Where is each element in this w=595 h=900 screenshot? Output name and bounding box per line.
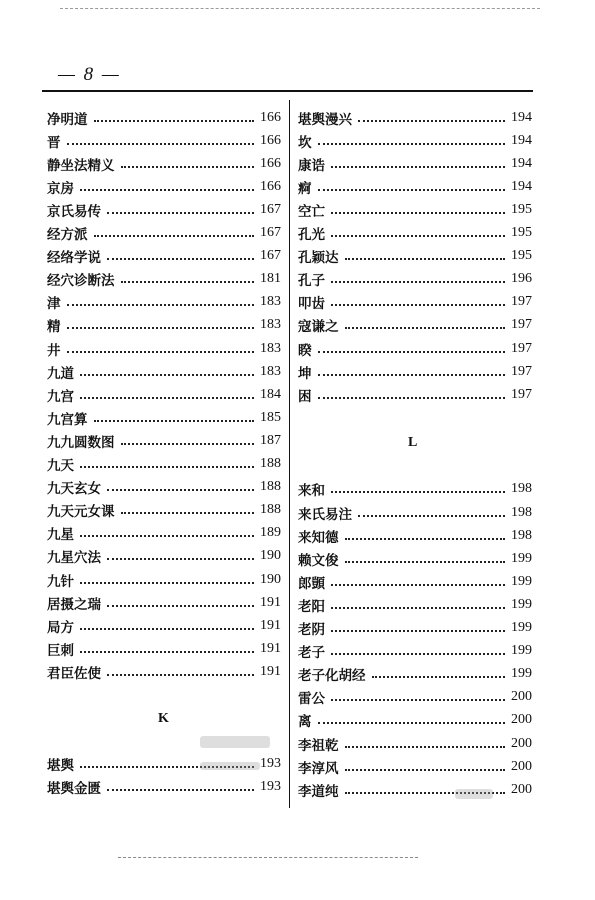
index-term: 李淳风 [298,760,339,777]
index-term: 郎顗 [298,575,325,592]
index-page-number: 195 [511,248,532,264]
index-term: 九天 [47,458,74,474]
index-term: 局方 [47,619,74,636]
index-term: 京氏易传 [47,203,101,220]
dot-leader [331,233,505,237]
index-term: 九宫 [47,388,74,405]
index-entry [298,755,532,778]
index-term: 孔颖达 [298,250,339,267]
section-letter-l: L [408,435,418,450]
index-term: 经方派 [47,227,88,243]
index-page-number: 187 [260,432,281,448]
index-entry [47,198,281,221]
index-term: 经穴诊断法 [47,273,115,290]
dot-leader [331,651,505,655]
index-term: 孔子 [298,273,325,290]
dot-leader [345,744,506,748]
index-term: 净明道 [47,111,88,128]
dot-leader [107,210,254,214]
index-term: 睽 [298,342,312,359]
dot-leader [331,582,505,586]
dot-leader [358,513,505,517]
dot-leader [80,395,254,399]
index-page-number: 166 [260,109,281,125]
index-page-number: 199 [511,573,532,589]
column-divider [289,100,290,808]
index-term: 叩齿 [298,296,325,313]
index-term: 老子 [298,645,325,662]
dot-leader [121,510,255,514]
index-entry [298,478,532,501]
index-term: 九星穴法 [47,550,101,567]
index-entry [47,222,281,245]
dot-leader [331,279,505,283]
index-entry [298,222,532,245]
dot-leader [67,302,255,306]
index-page-number: 193 [260,779,281,795]
index-entry [47,476,281,499]
index-entry [47,614,281,637]
dot-leader [345,536,506,540]
dot-leader [331,628,505,632]
dot-leader [121,279,255,283]
index-page-number: 166 [260,178,281,194]
index-entry [298,198,532,221]
scan-smudge [200,762,260,770]
index-entry [298,314,532,337]
index-page-number: 188 [260,479,281,495]
index-entry [47,660,281,683]
dot-leader [94,418,255,422]
index-entry [47,175,281,198]
index-term: 九星 [47,527,74,544]
index-entry [47,268,281,291]
index-term: 九天玄女 [47,481,101,498]
index-entry [298,152,532,175]
index-entry [47,429,281,452]
index-term: 空亡 [298,203,325,220]
index-page-number: 190 [260,571,281,587]
index-page-number: 197 [511,317,532,333]
dot-leader [318,372,506,376]
index-term: 雷公 [298,691,325,708]
index-term: 困 [298,388,312,405]
scan-smudge [455,789,493,799]
section-letter-k: K [158,711,169,726]
dot-leader [80,649,254,653]
index-entry [298,709,532,732]
index-entry [298,129,532,152]
dot-leader [358,118,505,122]
index-page-number: 167 [260,225,281,240]
dot-leader [318,187,506,191]
index-term: 九宫算 [47,411,88,428]
index-entry [298,640,532,663]
index-entry [298,268,532,291]
dot-leader [331,605,505,609]
index-page-number: 185 [260,409,281,425]
dot-leader [345,559,506,563]
index-term: 君臣佐使 [47,665,101,682]
index-term: 坤 [298,365,312,382]
index-entry [298,360,532,383]
index-page-number: 181 [260,271,281,287]
dot-leader [67,141,255,145]
index-term: 离 [298,714,312,731]
index-entry [47,360,281,383]
index-page-number: 195 [511,201,532,217]
index-entry [47,152,281,175]
index-page-number: 197 [511,386,532,402]
dot-leader [331,489,505,493]
dot-leader [318,720,506,724]
dot-leader [121,441,255,445]
index-term: 晋 [47,134,61,151]
index-entry [298,524,532,547]
dot-leader [372,674,506,678]
index-term: 堪舆漫兴 [298,111,352,128]
index-entry [298,383,532,406]
index-page-number: 200 [511,735,532,751]
index-entry [47,453,281,476]
index-term: 堪舆 [47,758,74,775]
index-term: 精 [47,319,61,336]
index-page-number: 191 [260,663,281,679]
index-page-number: 189 [260,525,281,541]
index-entry [47,314,281,337]
index-entry [298,291,532,314]
index-term: 来氏易注 [298,506,352,523]
dot-leader [107,603,254,607]
index-page-number: 195 [511,225,532,240]
dot-leader [107,672,254,676]
dot-leader [67,349,255,353]
index-term: 九针 [47,573,74,590]
index-entry [47,591,281,614]
index-term: 津 [47,296,61,313]
scan-smudge [200,736,270,748]
index-entry [298,778,532,801]
dot-leader [345,256,506,260]
index-term: 痾 [298,180,312,197]
index-page-number: 199 [511,620,532,635]
dot-leader [107,556,254,560]
index-entry [298,617,532,640]
index-term: 经络学说 [47,250,101,267]
dot-leader [107,787,254,791]
index-page-number: 188 [260,456,281,471]
index-page-number: 200 [511,781,532,797]
index-page-number: 166 [260,132,281,148]
index-term: 静坐法精义 [47,157,115,174]
index-entry [47,637,281,660]
dot-leader [331,164,505,168]
page-number: — 8 — [58,64,121,85]
index-page-number: 193 [260,756,281,772]
index-term: 老阴 [298,622,325,638]
dot-leader [80,372,254,376]
dot-leader [318,349,506,353]
index-page-number: 197 [511,294,532,310]
index-term: 李祖乾 [298,737,339,754]
index-page-number: 199 [511,596,532,612]
dot-leader [80,580,254,584]
index-entry [298,337,532,360]
dot-leader [94,118,255,122]
dot-leader [67,325,255,329]
index-page-number: 166 [260,155,281,171]
index-entry [47,545,281,568]
index-entry [47,776,281,799]
index-page-number: 196 [511,271,532,287]
index-entry [47,383,281,406]
dot-leader [331,302,505,306]
index-entry [298,245,532,268]
index-entry [298,593,532,616]
index-page-number: 191 [260,617,281,633]
index-page-number: 167 [260,201,281,217]
index-entry [298,686,532,709]
index-term: 来和 [298,483,325,500]
dot-leader [80,626,254,630]
scan-edge-bottom [118,857,418,858]
index-page-number: 194 [511,155,532,171]
header-rule [42,90,533,92]
index-entry [47,291,281,314]
index-page-number: 197 [511,363,532,379]
dot-leader [80,464,254,468]
index-entry [298,106,532,129]
index-entry [47,106,281,129]
index-term: 九道 [47,365,74,382]
index-term: 九九圆数图 [47,434,115,451]
index-term: 来知德 [298,529,339,546]
index-term: 孔光 [298,227,325,243]
dot-leader [345,767,506,771]
index-entry [47,245,281,268]
index-entry [298,732,532,755]
index-page-number: 200 [511,712,532,728]
index-entry [47,129,281,152]
index-page-number: 183 [260,340,281,356]
index-page-number: 199 [511,666,532,682]
dot-leader [107,256,254,260]
index-entry [298,663,532,686]
index-page-number: 200 [511,689,532,705]
index-page-number: 198 [511,504,532,520]
index-term: 京房 [47,180,74,197]
dot-leader [318,395,506,399]
index-page-number: 199 [511,643,532,659]
index-page-number: 197 [511,340,532,356]
index-entry [47,499,281,522]
index-page-number: 183 [260,294,281,310]
index-entry [47,406,281,429]
index-term: 寇谦之 [298,319,339,336]
index-entry [298,547,532,570]
dot-leader [80,533,254,537]
dot-leader [94,233,255,237]
index-entry [47,568,281,591]
index-page-number: 199 [511,550,532,566]
index-page-number: 198 [511,527,532,543]
index-page-number: 190 [260,548,281,564]
index-term: 堪舆金匮 [47,781,101,798]
index-term: 老子化胡经 [298,668,366,685]
dot-leader [345,325,506,329]
dot-leader [80,187,254,191]
index-page-number: 194 [511,109,532,125]
dot-leader [331,210,505,214]
index-page-number: 191 [260,594,281,610]
index-term: 老阳 [298,598,325,615]
dot-leader [331,697,505,701]
index-entry [298,175,532,198]
index-page-number: 167 [260,248,281,264]
index-term: 赖文俊 [298,552,339,569]
index-entry [47,337,281,360]
index-page-number: 194 [511,178,532,194]
dot-leader [121,164,255,168]
index-entry [47,522,281,545]
dot-leader [318,141,506,145]
index-page-number: 188 [260,502,281,518]
index-entry [298,570,532,593]
index-term: 居摄之瑞 [47,596,101,613]
index-page-number: 183 [260,317,281,333]
index-term: 康诰 [298,157,325,174]
dot-leader [107,487,254,491]
index-page-number: 200 [511,758,532,774]
scan-edge-top [60,8,540,9]
index-term: 巨刺 [47,642,74,659]
index-term: 李道纯 [298,783,339,800]
index-term: 九天元女课 [47,504,115,521]
index-page-number: 191 [260,640,281,656]
index-term: 井 [47,342,61,359]
index-page-number: 183 [260,363,281,379]
index-page-number: 194 [511,132,532,148]
index-page-number: 184 [260,386,281,402]
index-term: 坎 [298,134,312,151]
index-page-number: 198 [511,481,532,497]
index-entry [298,501,532,524]
